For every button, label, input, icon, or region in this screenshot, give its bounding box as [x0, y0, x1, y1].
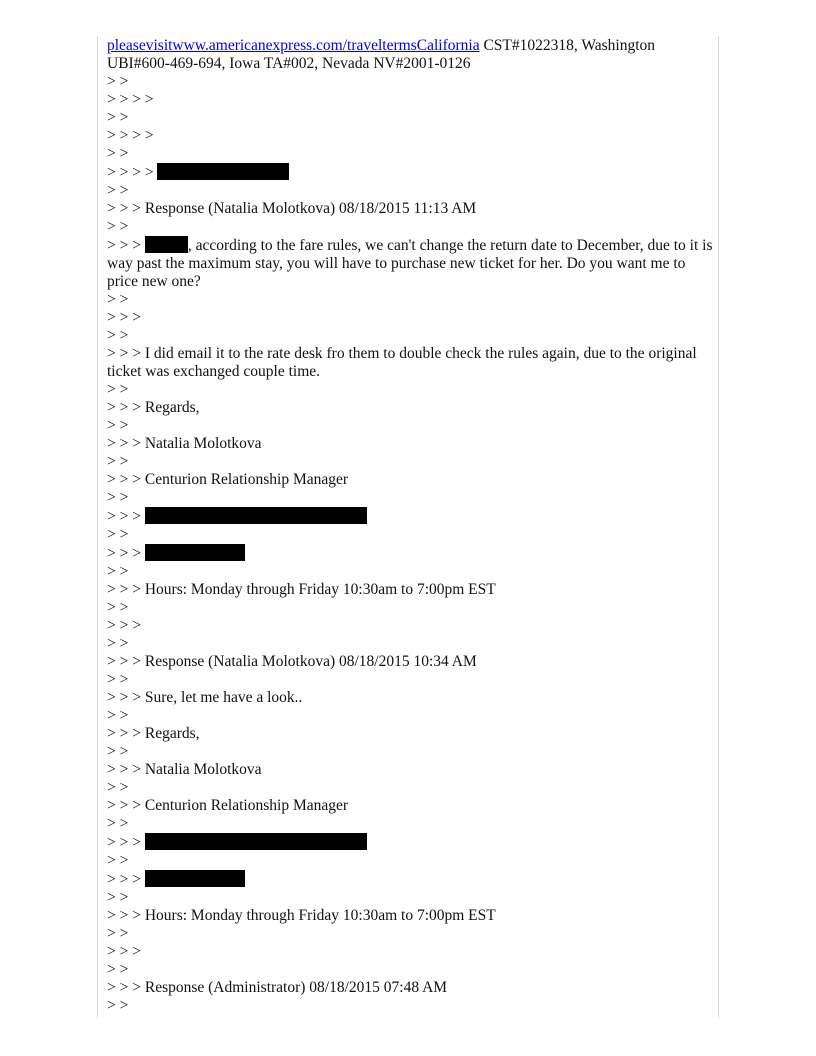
quote-line: > >	[107, 563, 129, 580]
redacted-line	[107, 163, 713, 182]
footer-registrations: CST#1022318, Washington UBI#600-469-694, Iowa TA#002, Nevada NV#2001-0126	[107, 37, 659, 72]
redacted-line	[107, 544, 713, 563]
response-header: > > > Response (Natalia Molotkova) 08/18/2015 10:34 AM	[107, 653, 477, 670]
quote-line: > >	[107, 889, 129, 906]
quote-line: > >	[107, 218, 129, 235]
signature-name: > > > Natalia Molotkova	[107, 435, 262, 452]
quote-line: > >	[107, 453, 129, 470]
response-header: > > > Response (Administrator) 08/18/2015 07:48 AM	[107, 979, 448, 996]
quote-marker: > > > >	[107, 164, 158, 181]
signature-title: > > > Centurion Relationship Manager	[107, 471, 349, 488]
redaction-block	[157, 163, 289, 180]
quote-line: > >	[107, 961, 129, 978]
travel-terms-link[interactable]: pleasevisitwww.americanexpress.com/traveltermsCalifornia	[107, 37, 480, 54]
quote-line: > >	[107, 489, 129, 506]
quote-line: > >	[107, 707, 129, 724]
redaction-block	[145, 544, 245, 561]
response-body: > > > Sure, let me have a look..	[107, 689, 303, 706]
quote-marker: > > >	[107, 508, 145, 525]
quote-line: > >	[107, 743, 129, 760]
quote-line: > > > >	[107, 127, 154, 144]
quote-marker: > > >	[107, 834, 145, 851]
response-body	[107, 236, 717, 291]
quote-line: > >	[107, 145, 129, 162]
quote-line: > >	[107, 779, 129, 796]
quote-line: > >	[107, 815, 129, 832]
quote-line: > >	[107, 925, 129, 942]
quote-line: > >	[107, 635, 129, 652]
redaction-block	[145, 870, 245, 887]
response-text: , according to the fare rules, we can't change the return date to December, due to it is way past the maximum stay, you will have to purchase new ticket for her. Do you want me to price new one?	[107, 237, 717, 290]
redacted-line	[107, 870, 713, 889]
quote-line: > > >	[107, 943, 141, 960]
email-thread	[107, 37, 717, 1015]
signature-name: > > > Natalia Molotkova	[107, 761, 262, 778]
quote-line: > >	[107, 599, 129, 616]
response-text: > > > I did email it to the rate desk fro them to double check the rules again, due to the original ticket was exchanged couple time.	[107, 345, 701, 380]
quote-line: > >	[107, 381, 129, 398]
redaction-block	[145, 236, 188, 253]
quote-marker: > > >	[107, 545, 145, 562]
quote-line: > >	[107, 327, 129, 344]
quote-line: > >	[107, 417, 129, 434]
quote-marker: > > >	[107, 237, 145, 254]
redaction-block	[145, 507, 367, 524]
quote-line: > > >	[107, 309, 141, 326]
signature-regards: > > > Regards,	[107, 725, 200, 742]
quote-line: > >	[107, 852, 129, 869]
quote-line: > >	[107, 182, 129, 199]
footer-line	[107, 37, 713, 73]
quote-line: > >	[107, 109, 129, 126]
quote-marker: > > >	[107, 871, 145, 888]
quote-line: > > >	[107, 617, 141, 634]
quote-line: > > > >	[107, 91, 154, 108]
response-header: > > > Response (Natalia Molotkova) 08/18/2015 11:13 AM	[107, 200, 477, 217]
redaction-block	[145, 833, 367, 850]
quote-line: > >	[107, 526, 129, 543]
signature-regards: > > > Regards,	[107, 399, 200, 416]
signature-title: > > > Centurion Relationship Manager	[107, 797, 349, 814]
signature-hours: > > > Hours: Monday through Friday 10:30am to 7:00pm EST	[107, 581, 496, 598]
quote-line: > >	[107, 671, 129, 688]
redacted-line	[107, 507, 713, 526]
redacted-line	[107, 833, 713, 852]
quote-line: > >	[107, 73, 129, 90]
quote-line: > >	[107, 997, 129, 1014]
quote-line: > >	[107, 291, 129, 308]
signature-hours: > > > Hours: Monday through Friday 10:30am to 7:00pm EST	[107, 907, 496, 924]
